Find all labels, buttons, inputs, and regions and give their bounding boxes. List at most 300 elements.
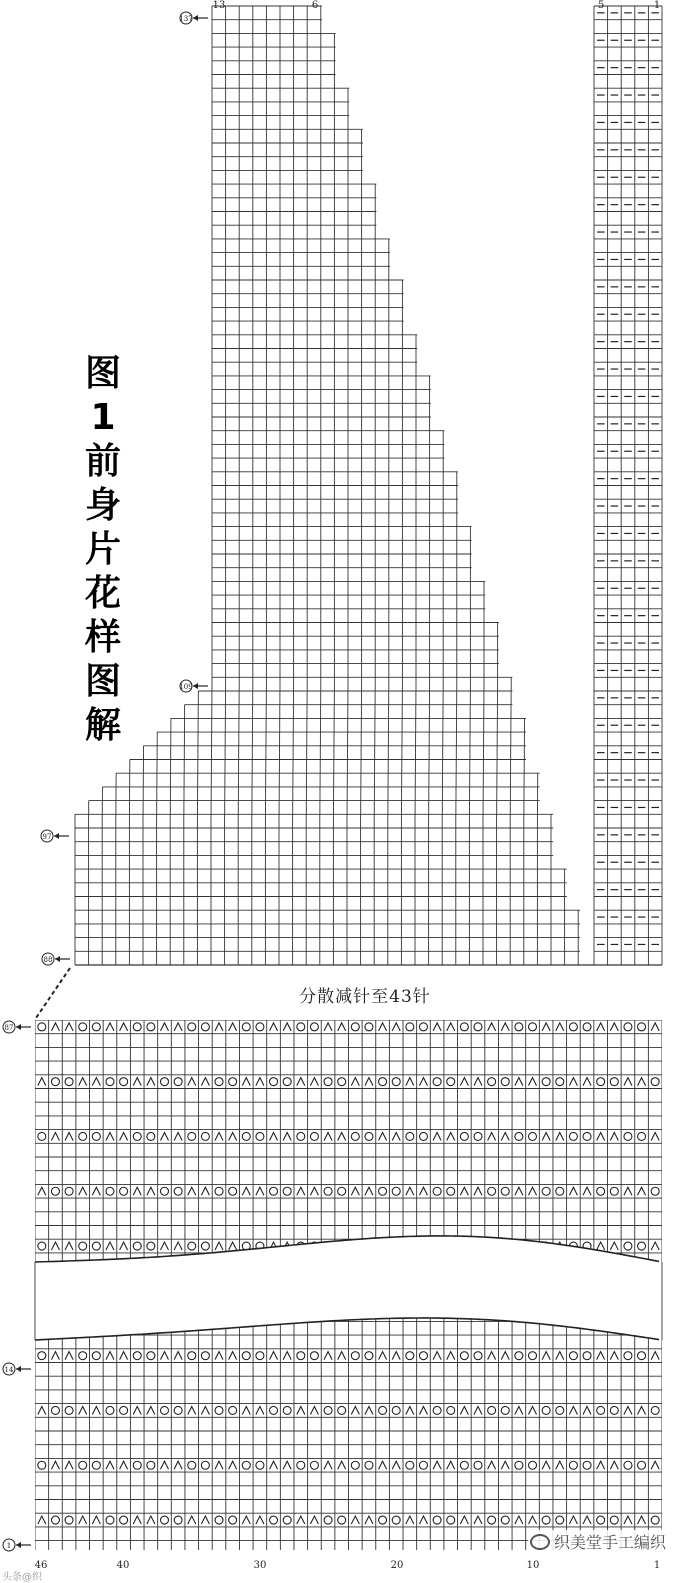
yarn-over-stitch	[515, 1132, 523, 1140]
yarn-over-stitch	[569, 1023, 577, 1031]
yarn-over-stitch	[51, 1187, 59, 1195]
row-marker-97-arrowhead	[54, 833, 59, 839]
yarn-over-stitch	[256, 1461, 264, 1469]
yarn-over-stitch	[515, 1242, 523, 1250]
decrease-stitch	[365, 1297, 373, 1305]
decrease-stitch	[174, 1132, 182, 1140]
yarn-over-stitch	[174, 1516, 182, 1524]
yarn-over-stitch	[270, 1406, 278, 1414]
yarn-over-stitch	[201, 1242, 209, 1250]
decrease-stitch	[365, 1516, 373, 1524]
yarn-over-stitch	[447, 1297, 455, 1305]
yarn-over-stitch	[638, 1242, 646, 1250]
yarn-over-stitch	[406, 1132, 414, 1140]
yarn-over-stitch	[406, 1352, 414, 1360]
yarn-over-stitch	[201, 1352, 209, 1360]
yarn-over-stitch	[120, 1297, 128, 1305]
yarn-over-stitch	[610, 1187, 618, 1195]
decrease-stitch	[419, 1516, 427, 1524]
decrease-stitch	[474, 1297, 482, 1305]
yarn-over-stitch	[133, 1352, 141, 1360]
decrease-stitch	[638, 1406, 646, 1414]
decrease-stitch	[324, 1132, 332, 1140]
decrease-stitch	[542, 1023, 550, 1031]
yarn-over-stitch	[351, 1242, 359, 1250]
decrease-stitch	[297, 1406, 305, 1414]
yarn-over-stitch	[488, 1078, 496, 1086]
yarn-over-stitch	[133, 1461, 141, 1469]
yarn-over-stitch	[51, 1516, 59, 1524]
yarn-over-stitch	[488, 1187, 496, 1195]
decrease-stitch	[188, 1406, 196, 1414]
row-marker-14-arrowhead	[16, 1366, 21, 1372]
decrease-stitch	[160, 1352, 168, 1360]
yarn-over-stitch	[501, 1187, 509, 1195]
decrease-stitch	[79, 1078, 87, 1086]
yarn-over-stitch	[610, 1516, 618, 1524]
yarn-over-stitch	[474, 1242, 482, 1250]
yarn-over-stitch	[229, 1297, 237, 1305]
yarn-over-stitch	[147, 1352, 155, 1360]
decrease-stitch	[147, 1516, 155, 1524]
yarn-over-stitch	[379, 1297, 387, 1305]
yarn-over-stitch	[419, 1132, 427, 1140]
decrease-stitch	[174, 1023, 182, 1031]
yarn-over-stitch	[569, 1132, 577, 1140]
decrease-stitch	[501, 1242, 509, 1250]
wechat-icon	[530, 1534, 550, 1550]
yarn-over-stitch	[529, 1242, 537, 1250]
decrease-stitch	[488, 1242, 496, 1250]
yarn-over-stitch	[406, 1242, 414, 1250]
row-marker-109-arrowhead	[193, 683, 198, 689]
decrease-stitch	[460, 1297, 468, 1305]
yarn-over-stitch	[242, 1352, 250, 1360]
yarn-over-stitch	[529, 1242, 537, 1250]
decrease-stitch	[51, 1352, 59, 1360]
decrease-stitch	[474, 1406, 482, 1414]
row-marker-137-arrowhead	[193, 15, 198, 21]
decrease-stitch	[147, 1406, 155, 1414]
decrease-stitch	[515, 1297, 523, 1305]
decrease-stitch	[569, 1297, 577, 1305]
decrease-stitch	[433, 1352, 441, 1360]
decrease-stitch	[379, 1023, 387, 1031]
yarn-over-stitch	[242, 1132, 250, 1140]
yarn-over-stitch	[283, 1187, 291, 1195]
decrease-stitch	[447, 1461, 455, 1469]
decrease-stitch	[338, 1461, 346, 1469]
decrease-stitch	[351, 1406, 359, 1414]
decrease-stitch	[406, 1297, 414, 1305]
yarn-over-stitch	[92, 1132, 100, 1140]
yarn-over-stitch	[215, 1406, 223, 1414]
decrease-stitch	[419, 1297, 427, 1305]
decrease-stitch	[51, 1023, 59, 1031]
decrease-stitch	[515, 1078, 523, 1086]
decrease-stitch	[433, 1461, 441, 1469]
decrease-stitch	[460, 1516, 468, 1524]
yarn-over-stitch	[583, 1461, 591, 1469]
yarn-over-stitch	[51, 1406, 59, 1414]
decrease-stitch	[542, 1132, 550, 1140]
decrease-stitch	[256, 1297, 264, 1305]
decrease-stitch	[229, 1461, 237, 1469]
bottom-tick-40: 40	[116, 1560, 130, 1571]
yarn-over-stitch	[365, 1132, 373, 1140]
yarn-over-stitch	[447, 1406, 455, 1414]
yarn-over-stitch	[638, 1023, 646, 1031]
yarn-over-stitch	[610, 1297, 618, 1305]
decrease-stitch	[147, 1297, 155, 1305]
yarn-over-stitch	[351, 1461, 359, 1469]
yarn-over-stitch	[460, 1242, 468, 1250]
decrease-stitch	[624, 1078, 632, 1086]
decrease-stitch	[120, 1023, 128, 1031]
yarn-over-stitch	[160, 1297, 168, 1305]
yarn-over-stitch	[610, 1078, 618, 1086]
yarn-over-stitch	[419, 1242, 427, 1250]
decrease-stitch	[651, 1242, 659, 1250]
yarn-over-stitch	[488, 1297, 496, 1305]
yarn-over-stitch	[392, 1187, 400, 1195]
decrease-stitch	[515, 1297, 523, 1305]
decrease-stitch	[229, 1242, 237, 1250]
yarn-over-stitch	[310, 1023, 318, 1031]
decrease-stitch	[365, 1406, 373, 1414]
yarn-over-stitch	[406, 1242, 414, 1250]
decrease-stitch	[106, 1352, 114, 1360]
yarn-over-stitch	[515, 1461, 523, 1469]
decrease-stitch	[447, 1242, 455, 1250]
yarn-over-stitch	[79, 1132, 87, 1140]
decrease-stitch	[229, 1132, 237, 1140]
yarn-over-stitch	[201, 1023, 209, 1031]
yarn-over-stitch	[597, 1297, 605, 1305]
yarn-over-stitch	[338, 1406, 346, 1414]
bottom-tick-10: 10	[526, 1560, 540, 1571]
decrease-stitch	[638, 1297, 646, 1305]
decrease-stitch	[460, 1406, 468, 1414]
decrease-stitch	[92, 1297, 100, 1305]
decrease-stitch	[406, 1516, 414, 1524]
yarn-over-stitch	[65, 1406, 73, 1414]
decrease-stitch	[310, 1516, 318, 1524]
yarn-over-stitch	[447, 1297, 455, 1305]
decrease-stitch	[297, 1297, 305, 1305]
yarn-over-stitch	[597, 1187, 605, 1195]
decrease-stitch	[106, 1132, 114, 1140]
top-tick-13: 13	[212, 0, 226, 11]
yarn-over-stitch	[351, 1132, 359, 1140]
yarn-over-stitch	[283, 1297, 291, 1305]
yarn-over-stitch	[147, 1023, 155, 1031]
decrease-stitch	[324, 1023, 332, 1031]
decrease-stitch	[610, 1132, 618, 1140]
decrease-stitch	[556, 1132, 564, 1140]
yarn-over-stitch	[310, 1461, 318, 1469]
yarn-over-stitch	[283, 1297, 291, 1305]
yarn-over-stitch	[542, 1516, 550, 1524]
decrease-stitch	[569, 1516, 577, 1524]
decrease-stitch	[460, 1078, 468, 1086]
watermark-text: 织美堂手工编织	[554, 1533, 667, 1552]
yarn-over-stitch	[229, 1078, 237, 1086]
yarn-over-stitch	[174, 1297, 182, 1305]
yarn-over-stitch	[406, 1461, 414, 1469]
yarn-over-stitch	[474, 1023, 482, 1031]
yarn-over-stitch	[624, 1242, 632, 1250]
decrease-stitch	[51, 1242, 59, 1250]
decrease-stitch	[147, 1297, 155, 1305]
decrease-stitch	[201, 1406, 209, 1414]
decrease-stitch	[133, 1297, 141, 1305]
decrease-stitch	[106, 1023, 114, 1031]
decrease-stitch	[569, 1078, 577, 1086]
yarn-over-stitch	[379, 1297, 387, 1305]
decrease-stitch	[651, 1352, 659, 1360]
yarn-over-stitch	[460, 1023, 468, 1031]
decrease-stitch	[256, 1078, 264, 1086]
yarn-over-stitch	[324, 1406, 332, 1414]
yarn-over-stitch	[256, 1132, 264, 1140]
decrease-stitch	[188, 1516, 196, 1524]
row-marker-1-arrowhead	[16, 1542, 21, 1548]
decrease-stitch	[624, 1406, 632, 1414]
page-title: 图1前身片花样图解	[84, 353, 121, 746]
decrease-stitch	[583, 1406, 591, 1414]
yarn-over-stitch	[297, 1132, 305, 1140]
decrease-stitch	[256, 1187, 264, 1195]
yarn-over-stitch	[529, 1132, 537, 1140]
yarn-over-stitch	[242, 1023, 250, 1031]
yarn-over-stitch	[188, 1461, 196, 1469]
row-marker-109: 109	[179, 683, 193, 691]
yarn-over-stitch	[174, 1406, 182, 1414]
decrease-stitch	[624, 1516, 632, 1524]
decrease-stitch	[351, 1078, 359, 1086]
yarn-over-stitch	[419, 1023, 427, 1031]
yarn-over-stitch	[65, 1187, 73, 1195]
yarn-over-stitch	[106, 1516, 114, 1524]
yarn-over-stitch	[447, 1078, 455, 1086]
decrease-stitch	[338, 1352, 346, 1360]
yarn-over-stitch	[610, 1297, 618, 1305]
top-tick-1: 1	[653, 0, 661, 11]
decrease-stitch	[242, 1297, 250, 1305]
yarn-over-stitch	[515, 1023, 523, 1031]
yarn-over-stitch	[419, 1461, 427, 1469]
decrease-stitch	[569, 1187, 577, 1195]
row-marker-14: 14	[4, 1366, 14, 1374]
yarn-over-stitch	[501, 1078, 509, 1086]
yarn-over-stitch	[379, 1406, 387, 1414]
decrease-stitch	[638, 1078, 646, 1086]
decrease-stitch	[133, 1516, 141, 1524]
decrease-stitch	[542, 1352, 550, 1360]
decrease-stitch	[133, 1078, 141, 1086]
decrease-stitch	[79, 1297, 87, 1305]
decrease-stitch	[501, 1242, 509, 1250]
decrease-stitch	[283, 1461, 291, 1469]
row-marker-97: 97	[42, 833, 52, 841]
row-marker-1: 1	[6, 1542, 12, 1550]
decrease-stitch	[351, 1297, 359, 1305]
yarn-over-stitch	[324, 1297, 332, 1305]
break-line-top	[35, 1236, 659, 1262]
yarn-over-stitch	[447, 1516, 455, 1524]
yarn-over-stitch	[51, 1078, 59, 1086]
decrease-stitch	[447, 1023, 455, 1031]
decrease-stitch	[569, 1297, 577, 1305]
decrease-stitch	[501, 1023, 509, 1031]
decrease-stitch	[488, 1242, 496, 1250]
row-marker-87: 87	[4, 1024, 14, 1032]
yarn-over-stitch	[569, 1352, 577, 1360]
decrease-stitch	[256, 1516, 264, 1524]
yarn-over-stitch	[597, 1078, 605, 1086]
yarn-over-stitch	[638, 1132, 646, 1140]
decrease-stitch	[529, 1187, 537, 1195]
yarn-over-stitch	[515, 1242, 523, 1250]
yarn-over-stitch	[501, 1516, 509, 1524]
decrease-stitch	[188, 1078, 196, 1086]
decrease-stitch	[65, 1132, 73, 1140]
decrease-stitch	[610, 1352, 618, 1360]
yarn-over-stitch	[147, 1242, 155, 1250]
yarn-over-stitch	[79, 1352, 87, 1360]
decrease-stitch	[433, 1242, 441, 1250]
decrease-stitch	[51, 1132, 59, 1140]
yarn-over-stitch	[106, 1078, 114, 1086]
decrease-stitch	[529, 1297, 537, 1305]
yarn-over-stitch	[160, 1406, 168, 1414]
decrease-stitch	[638, 1297, 646, 1305]
yarn-over-stitch	[174, 1297, 182, 1305]
decrease-stitch	[38, 1187, 46, 1195]
yarn-over-stitch	[447, 1187, 455, 1195]
decrease-stitch	[583, 1297, 591, 1305]
decrease-stitch	[201, 1297, 209, 1305]
yarn-over-stitch	[92, 1023, 100, 1031]
yarn-over-stitch	[556, 1516, 564, 1524]
watermark-brand	[528, 1530, 668, 1553]
decrease-stitch	[460, 1297, 468, 1305]
yarn-over-stitch	[556, 1297, 564, 1305]
decrease-stitch	[79, 1187, 87, 1195]
decrease-stitch	[610, 1242, 618, 1250]
decrease-stitch	[542, 1461, 550, 1469]
decrease-stitch	[79, 1297, 87, 1305]
decrease-stitch	[447, 1132, 455, 1140]
connector-dashed-line	[36, 968, 70, 1018]
decrease-stitch	[188, 1297, 196, 1305]
decrease-stitch	[638, 1187, 646, 1195]
yarn-over-stitch	[515, 1352, 523, 1360]
decrease-stitch	[174, 1352, 182, 1360]
decrease-stitch	[120, 1242, 128, 1250]
decrease-stitch	[406, 1297, 414, 1305]
decrease-stitch	[38, 1078, 46, 1086]
decrease-stitch	[310, 1297, 318, 1305]
yarn-over-stitch	[38, 1132, 46, 1140]
decrease-stitch	[406, 1078, 414, 1086]
yarn-over-stitch	[460, 1461, 468, 1469]
decrease-stitch	[324, 1242, 332, 1250]
decrease-stitch	[215, 1023, 223, 1031]
yarn-over-stitch	[556, 1078, 564, 1086]
decrease-stitch	[583, 1187, 591, 1195]
yarn-over-stitch	[283, 1516, 291, 1524]
decrease-stitch	[638, 1516, 646, 1524]
decrease-stitch	[229, 1352, 237, 1360]
decrease-stitch	[270, 1461, 278, 1469]
yarn-over-stitch	[188, 1352, 196, 1360]
decrease-stitch	[106, 1242, 114, 1250]
decrease-stitch	[419, 1187, 427, 1195]
yarn-over-stitch	[351, 1023, 359, 1031]
yarn-over-stitch	[392, 1297, 400, 1305]
yarn-over-stitch	[651, 1187, 659, 1195]
decrease-stitch	[65, 1352, 73, 1360]
decrease-stitch	[92, 1516, 100, 1524]
decrease-stitch	[160, 1132, 168, 1140]
yarn-over-stitch	[488, 1516, 496, 1524]
yarn-over-stitch	[556, 1187, 564, 1195]
yarn-over-stitch	[215, 1297, 223, 1305]
yarn-over-stitch	[324, 1516, 332, 1524]
yarn-over-stitch	[242, 1461, 250, 1469]
yarn-over-stitch	[338, 1078, 346, 1086]
top-tick-6: 6	[311, 0, 319, 11]
decrease-stitch	[338, 1242, 346, 1250]
decrease-stitch	[215, 1132, 223, 1140]
yarn-over-stitch	[433, 1406, 441, 1414]
decrease-stitch	[365, 1187, 373, 1195]
decrease-stitch	[597, 1461, 605, 1469]
decrease-stitch	[338, 1242, 346, 1250]
yarn-over-stitch	[365, 1023, 373, 1031]
decrease-stitch	[597, 1132, 605, 1140]
yarn-over-stitch	[215, 1078, 223, 1086]
row-marker-88: 88	[43, 956, 53, 964]
decrease-stitch	[392, 1132, 400, 1140]
yarn-over-stitch	[433, 1516, 441, 1524]
decrease-stitch	[65, 1461, 73, 1469]
yarn-over-stitch	[65, 1516, 73, 1524]
decrease-stitch	[515, 1187, 523, 1195]
yarn-over-stitch	[501, 1297, 509, 1305]
yarn-over-stitch	[488, 1406, 496, 1414]
yarn-over-stitch	[92, 1352, 100, 1360]
yarn-over-stitch	[92, 1461, 100, 1469]
decrease-stitch	[310, 1297, 318, 1305]
yarn-over-stitch	[229, 1187, 237, 1195]
yarn-over-stitch	[310, 1132, 318, 1140]
yarn-over-stitch	[106, 1187, 114, 1195]
decrease-stitch	[201, 1516, 209, 1524]
yarn-over-stitch	[297, 1461, 305, 1469]
yarn-over-stitch	[201, 1132, 209, 1140]
decrease-stitch	[79, 1406, 87, 1414]
front-piece-upper-grid	[75, 6, 662, 965]
decrease-stitch	[160, 1461, 168, 1469]
yarn-over-stitch	[270, 1078, 278, 1086]
bottom-tick-46: 46	[34, 1560, 48, 1571]
yarn-over-stitch	[38, 1023, 46, 1031]
decrease-stitch	[610, 1461, 618, 1469]
decrease-stitch	[215, 1352, 223, 1360]
